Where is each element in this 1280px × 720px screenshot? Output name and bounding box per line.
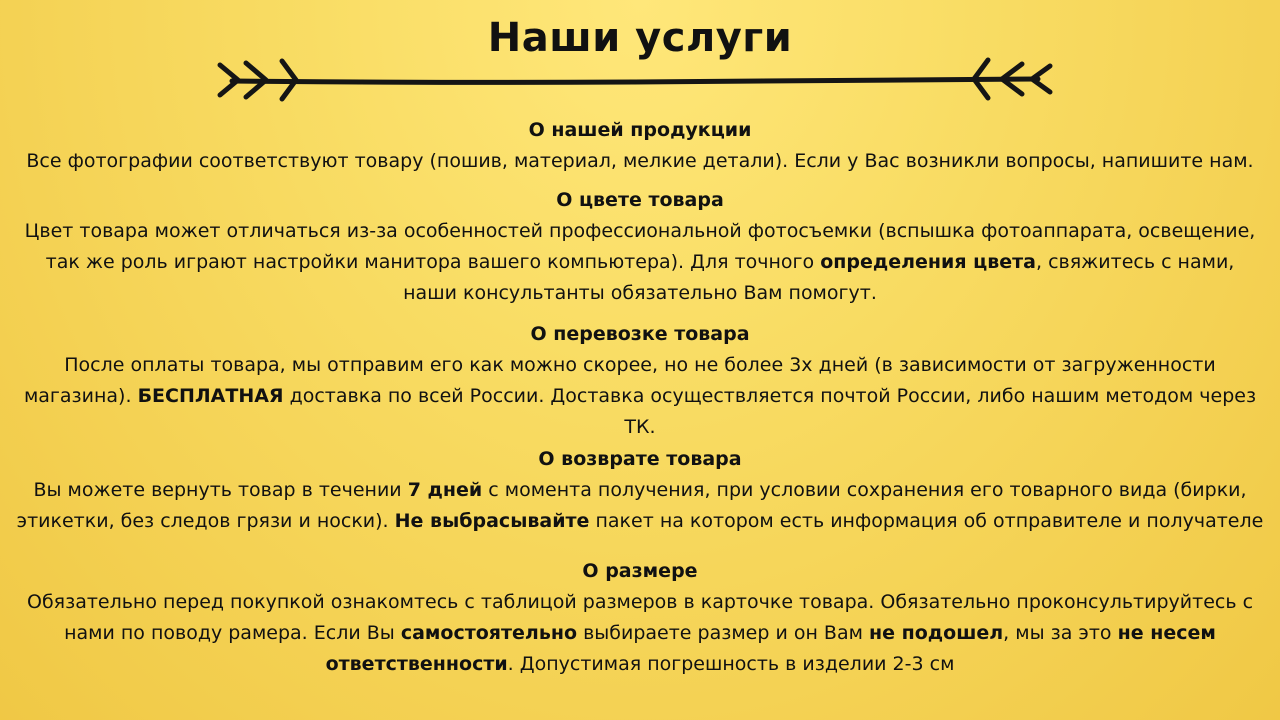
section-color [0, 185, 1280, 309]
text-fragment: доставка по всей России. Доставка осуществляется почтой России, либо нашим методом через [283, 385, 1257, 407]
text-fragment: , мы за это [1003, 622, 1118, 644]
section-heading: О перевозке товара [530, 323, 750, 345]
section-text-line [0, 475, 1280, 506]
section-delivery [0, 319, 1280, 443]
section-text-line [0, 506, 1280, 537]
section-heading: О нашей продукции [528, 119, 752, 141]
bold-fragment: Не выбрасывайте [394, 510, 590, 532]
arrow-divider-icon [214, 52, 1058, 106]
section-size [0, 556, 1280, 680]
bold-fragment: не несем [1117, 622, 1216, 644]
text-fragment: пакет на котором есть информация об отправителе и получателе [589, 510, 1264, 532]
text-fragment: . Допустимая погрешность в изделии 2-3 см [507, 653, 955, 675]
text-fragment: выбираете размер и он Вам [577, 622, 869, 644]
section-text-line: После оплаты товара, мы отправим его как можно скорее, но не более 3х дней (в зависимости от загруженности [64, 354, 1216, 376]
section-text-line: Все фотографии соответствуют товару (пошив, материал, мелкие детали). Если у Вас возникли вопросы, напишите нам. [26, 150, 1254, 172]
text-fragment: этикетки, без следов грязи и носки). [16, 510, 395, 532]
section-text-line [0, 381, 1280, 412]
text-fragment: , свяжитесь с нами, [1036, 251, 1235, 273]
section-text-line: Цвет товара может отличаться из-за особенностей профессиональной фотосъемки (вспышка фотоаппарата, освещение, [24, 220, 1256, 242]
text-fragment: Вы можете вернуть товар в течении [33, 479, 408, 501]
section-text-line [0, 649, 1280, 680]
text-fragment: с момента получения, при условии сохранения его товарного вида (бирки, [482, 479, 1247, 501]
section-text-line [0, 618, 1280, 649]
section-returns [0, 444, 1280, 537]
bold-fragment: самостоятельно [400, 622, 578, 644]
bold-fragment: не подошел [868, 622, 1004, 644]
bold-fragment: БЕСПЛАТНАЯ [137, 385, 284, 407]
section-products [0, 115, 1280, 177]
text-fragment: так же роль играют настройки манитора вашего компьютера). Для точного [45, 251, 821, 273]
section-heading: О цвете товара [556, 189, 724, 211]
page-title: Наши услуги [487, 15, 793, 61]
section-heading: О возврате товара [538, 448, 742, 470]
text-fragment: магазина). [23, 385, 138, 407]
text-fragment: нами по поводу рамера. Если Вы [64, 622, 401, 644]
section-text-line: наши консультанты обязательно Вам помогут. [403, 282, 877, 304]
bold-fragment: ответственности [325, 653, 508, 675]
section-heading: О размере [582, 560, 698, 582]
section-text-line [0, 247, 1280, 278]
section-text-line: ТК. [624, 416, 656, 438]
bold-fragment: 7 дней [407, 479, 483, 501]
section-text-line: Обязательно перед покупкой ознакомтесь с таблицой размеров в карточке товара. Обязательно проконсультируйтесь с [26, 591, 1254, 613]
bold-fragment: определения цвета [820, 251, 1037, 273]
